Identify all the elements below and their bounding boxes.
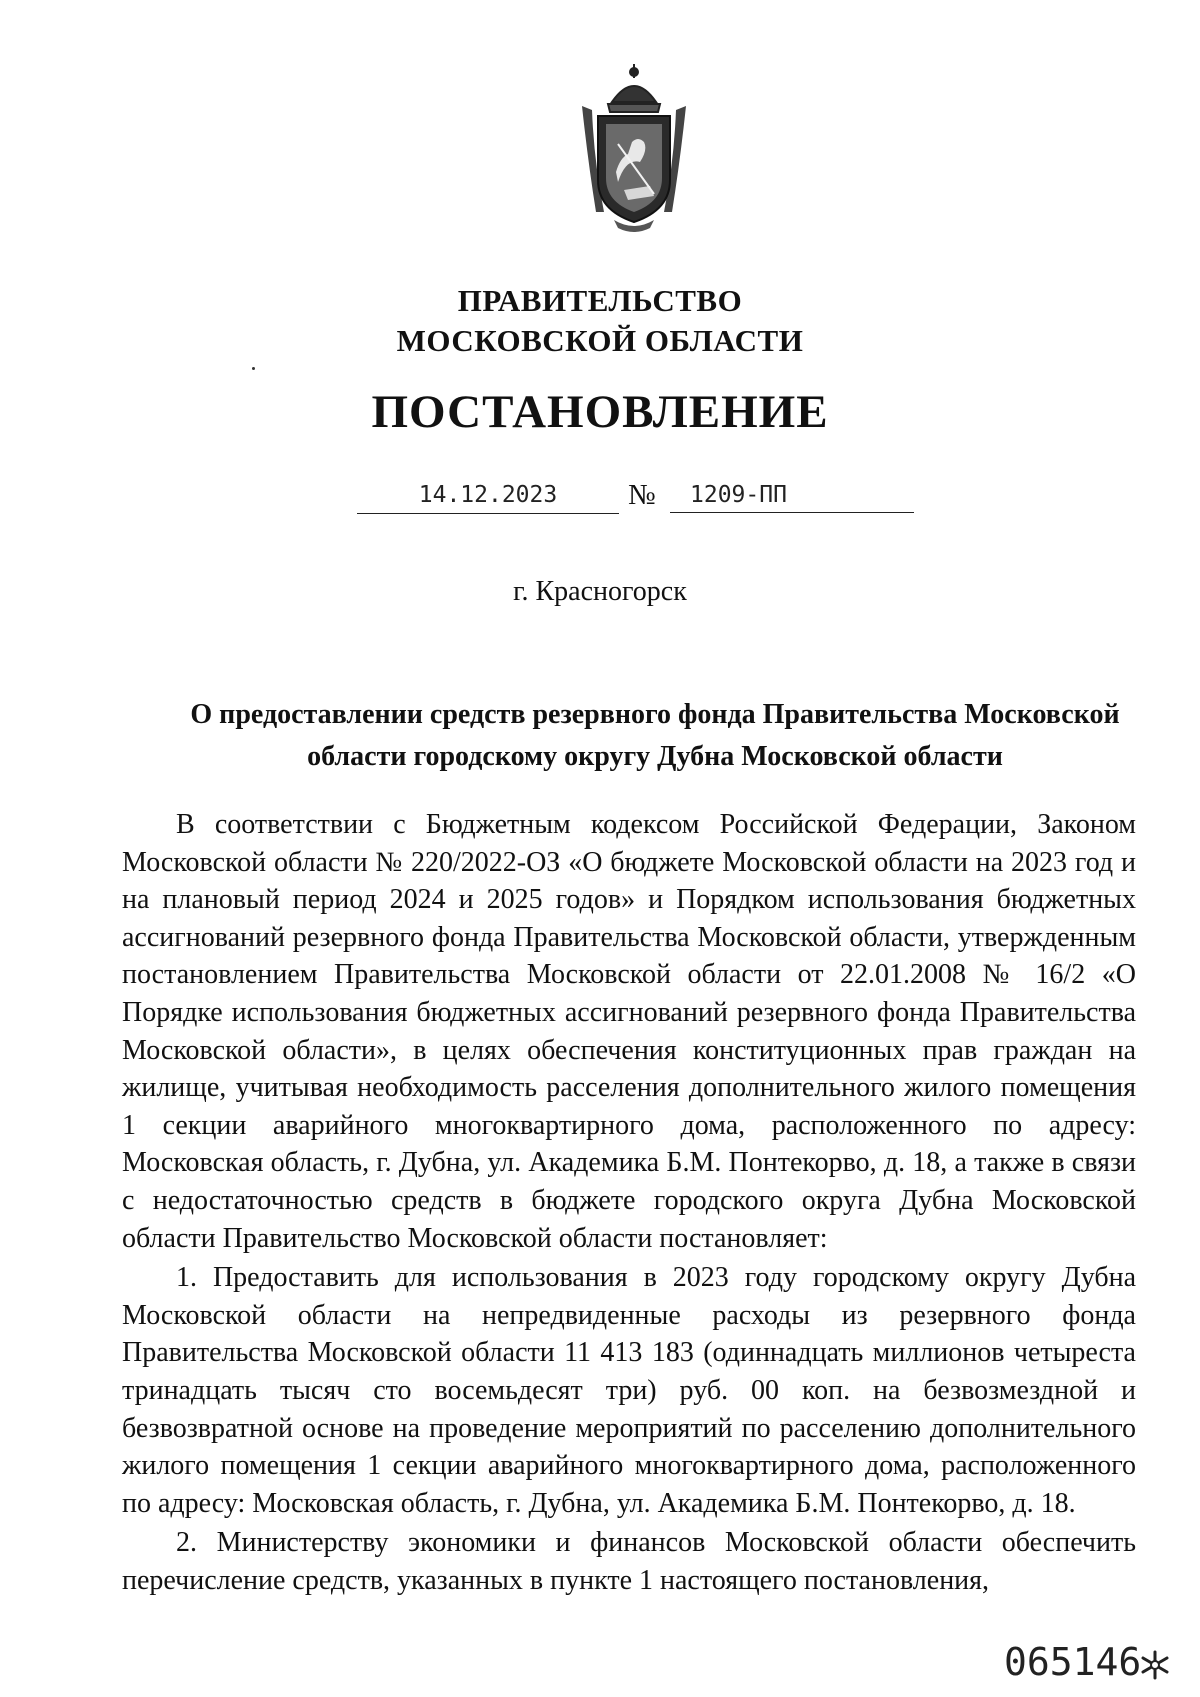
serial-number: 065146	[1004, 1640, 1142, 1684]
issue-city: г. Красногорск	[513, 576, 687, 607]
document-number: 1209-ПП	[670, 478, 914, 513]
number-sign: №	[628, 479, 656, 511]
clause-2-paragraph: 2. Министерству экономики и финансов Московской области обеспечить перечисление средств, указанных в пункте 1 настоящего постановления,	[122, 1527, 1136, 1596]
clause-1-paragraph: 1. Предоставить для использования в 2023 году городскому округу Дубна Московской области на непредвиденные расходы из резервного фонда Правительства Московской области 11 413 183 (одиннадцать миллионов четыреста тринадцать тысяч сто восемьдесят три) руб. 00 коп. на безвозмездной и безвозвратной основе на проведение мероприятий по расселению дополнительного жилого помещения 1 секции аварийного многоквартирного дома, расположенного по адресу: Московская область, г. Дубна, ул. Академика Б.М. Понтекорво, д. 18.	[122, 1262, 1136, 1519]
coat-of-arms-icon	[574, 62, 694, 232]
document-subject: О предоставлении средств резервного фонда Правительства Московской области городскому округу Дубна Московской области	[190, 699, 1120, 772]
document-type-title: ПОСТАНОВЛЕНИЕ	[371, 386, 829, 438]
registration-line	[0, 478, 1200, 528]
asterisk-mark-icon	[1138, 1648, 1172, 1682]
organization-name-line1: ПРАВИТЕЛЬСТВО	[457, 283, 743, 318]
document-body	[122, 806, 1136, 1599]
document-date: 14.12.2023	[357, 478, 619, 514]
scan-dot	[252, 367, 255, 370]
organization-name-line2: МОСКОВСКОЙ ОБЛАСТИ	[396, 323, 804, 358]
preamble-paragraph: В соответствии с Бюджетным кодексом Российской Федерации, Законом Московской области № 220/2022-ОЗ «О бюджете Московской области на 2023 год и на плановый период 2024 и 2025 годов» и Порядком использования бюджетных ассигнований резервного фонда Правительства Московской области, утвержденным постановлением Правительства Московской области от 22.01.2008 № 16/2 «О Порядке использования бюджетных ассигнований резервного фонда Правительства Московской области», в целях обеспечения конституционных прав граждан на жилище, учитывая необходимость расселения дополнительного жилого помещения 1 секции аварийного многоквартирного дома, расположенного по адресу: Московская область, г. Дубна, ул. Академика Б.М. Понтекорво, д. 18, а также в связи с недостаточностью средств в бюджете городского округа Дубна Московской области Правительство Московской области постановляет:	[122, 809, 1136, 1254]
